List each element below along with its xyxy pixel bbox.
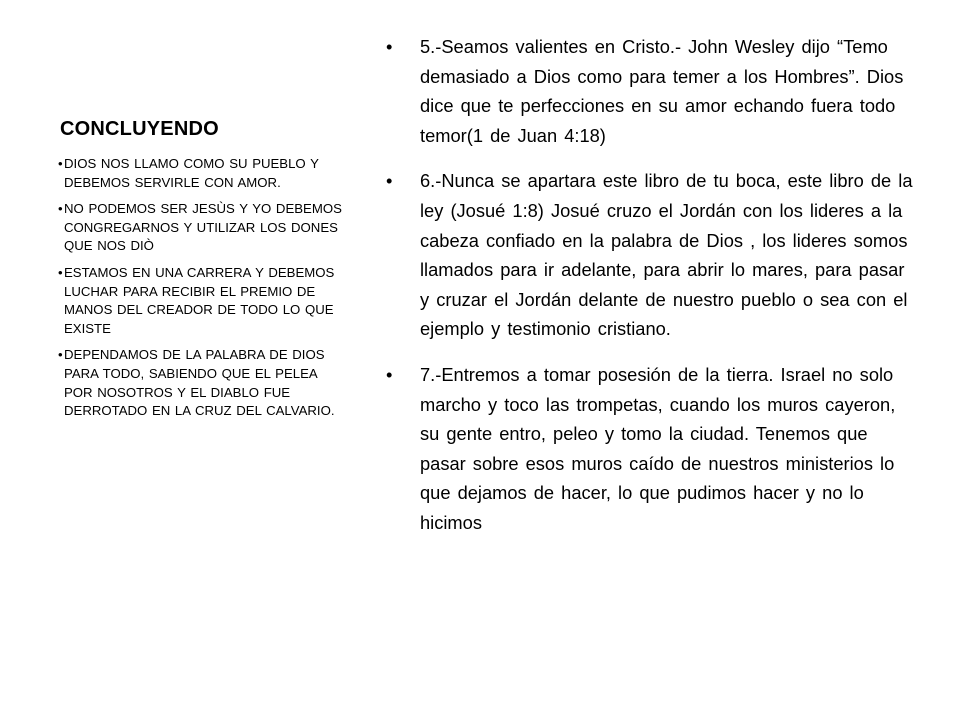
- left-bullet-text: NO PODEMOS SER JESÙS Y YO DEBEMOS CONGREGARNOS Y UTILIZAR LOS DONES QUE NOS DIÒ: [64, 201, 342, 254]
- bullet-icon: •: [58, 201, 63, 217]
- left-bullet-item: [58, 155, 348, 192]
- bullet-icon: •: [386, 363, 393, 385]
- left-bullet-item: [58, 200, 348, 256]
- right-bullet-text: 6.-Nunca se apartara este libro de tu boca, este libro de la ley (Josué 1:8) Josué cruzo el Jordán con los lideres a la cabeza confiado en la palabra de Dios , los lideres somos llamados para ir adelante, para abrir lo mares, para pasar y cruzar el Jordán delante de nuestro pueblo o sea con el ejemplo y testimonio cristiano.: [420, 170, 913, 340]
- left-bullet-item: [58, 264, 348, 338]
- bullet-icon: •: [58, 347, 63, 363]
- left-bullet-text: DEPENDAMOS DE LA PALABRA DE DIOS PARA TODO, SABIENDO QUE EL PELEA POR NOSOTROS Y EL DIABLO FUE DERROTADO EN LA CRUZ DEL CALVARIO.: [64, 347, 335, 419]
- bullet-icon: •: [386, 36, 393, 57]
- right-bullet-item: [386, 32, 914, 150]
- right-bullet-text: 7.-Entremos a tomar posesión de la tierra. Israel no solo marcho y toco las trompetas, cuando los muros cayeron, su gente entro, peleo y tomo la ciudad. Tenemos que pasar sobre esos muros caído de nuestros ministerios lo que dejamos de hacer, lo que pudimos hacer y no lo hicimos: [420, 363, 896, 533]
- bullet-icon: •: [58, 264, 63, 280]
- right-bullet-text: 5.-Seamos valientes en Cristo.- John Wesley dijo “Temo demasiado a Dios como para temer a los Hombres”. Dios dice que te perfecciones en su amor echando fuera todo temor(1 de Juan 4:18): [420, 36, 904, 146]
- left-bullet-item: [58, 346, 348, 420]
- bullet-icon: •: [386, 170, 393, 192]
- slide-title: CONCLUYENDO: [60, 118, 219, 140]
- left-bullet-text: ESTAMOS EN UNA CARRERA Y DEBEMOS LUCHAR PARA RECIBIR EL PREMIO DE MANOS DEL CREADOR DE TODO LO QUE EXISTE: [64, 264, 335, 336]
- bullet-icon: •: [58, 156, 63, 171]
- left-bullet-list: [58, 155, 348, 429]
- right-bullet-list: [386, 32, 914, 554]
- right-bullet-item: [386, 166, 914, 344]
- right-bullet-item: [386, 360, 914, 538]
- left-bullet-text: DIOS NOS LLAMO COMO SU PUEBLO Y DEBEMOS SERVIRLE CON AMOR.: [64, 156, 319, 190]
